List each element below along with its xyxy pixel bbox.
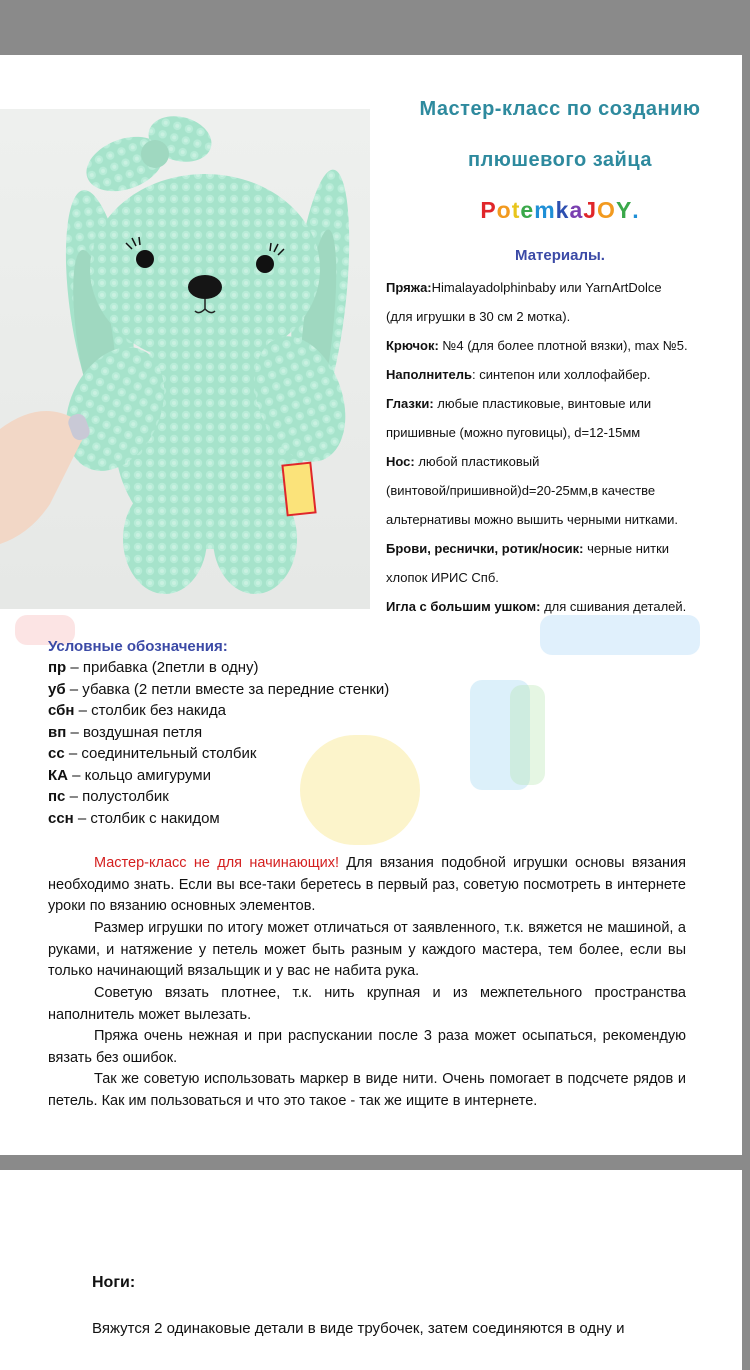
paragraph-density: Советую вязать плотнее, т.к. нить крупная и из межпетельного пространства наполнитель может вылезать. — [48, 985, 686, 1023]
legend-text: – соединительный столбик — [64, 745, 257, 762]
brand-letter: J — [583, 197, 598, 223]
materials-text: любые пластиковые, винтовые или — [433, 396, 652, 411]
materials-text: черные нитки — [583, 541, 670, 556]
brand-letter: P — [480, 197, 497, 223]
legend-abbr: пр — [48, 659, 67, 676]
legend-abbr: уб — [48, 680, 66, 698]
materials-label: Глазки: — [386, 396, 434, 411]
materials-heading: Материалы. — [515, 247, 605, 264]
paragraph-size: Размер игрушки по итогу может отличаться от заявленного, т.к. вяжется не машиной, а руками, и натяжение у петель может быть разным у каждого мастера, тем более, если вы только начинающий вязальщик и у вас не набита рука. — [48, 920, 686, 979]
materials-line — [386, 280, 736, 295]
paragraph-marker: Так же советую использовать маркер в виде нити. Очень помогает в подсчете рядов и петель. Как им пользоваться и что это такое - так же ищите в интернете. — [48, 1071, 686, 1109]
watermark-block — [540, 615, 700, 655]
materials-text: Himalayadolphinbaby или YarnArtDolce — [431, 280, 662, 295]
legend-item — [48, 788, 169, 805]
legend-abbr: сбн — [48, 702, 75, 719]
paragraph-warning — [48, 853, 686, 918]
warning-text: Мастер-класс не для начинающих! — [94, 855, 340, 871]
materials-line — [386, 570, 736, 585]
brand-letter: Y — [615, 197, 633, 223]
materials-label: Брови, реснички, ротик/носик: — [386, 541, 584, 556]
bunny-photo — [0, 109, 370, 609]
materials-line — [386, 338, 736, 353]
brand-letter: m — [534, 197, 556, 223]
brand-letter: a — [569, 197, 584, 223]
materials-text: хлопок ИРИС Спб. — [386, 570, 499, 585]
legend-heading: Условные обозначения: — [48, 638, 228, 655]
legend-text: – кольцо амигуруми — [68, 766, 211, 784]
document-page-1 — [0, 55, 742, 1155]
materials-line — [386, 454, 736, 469]
materials-text: пришивные (можно пуговицы), d=12-15мм — [386, 425, 641, 440]
materials-text: (винтовой/пришивной)d=20-25мм,в качестве — [386, 483, 656, 498]
materials-line — [386, 483, 736, 498]
materials-label: Нос: — [386, 454, 415, 469]
brand-letter: o — [496, 197, 512, 223]
section-heading-legs: Ноги: — [92, 1274, 136, 1291]
materials-label: Наполнитель — [386, 367, 473, 382]
legend-abbr: вп — [48, 723, 67, 741]
materials-text: (для игрушки в 30 см 2 мотка). — [386, 309, 571, 324]
legend-item — [48, 702, 226, 719]
brand-logo — [380, 197, 740, 224]
materials-text: альтернативы можно вышить черными нитками. — [386, 512, 679, 527]
legend-abbr: ссн — [48, 809, 74, 827]
legend-item — [48, 724, 202, 741]
legend-item — [48, 659, 259, 676]
materials-text: №4 (для более плотной вязки), max №5. — [438, 338, 688, 353]
materials-label: Пряжа: — [386, 280, 432, 295]
legend-item — [48, 745, 256, 762]
document-page-2 — [0, 1170, 742, 1370]
legend-text: – воздушная петля — [66, 723, 203, 741]
warning-rest: Для вязания подобной игрушки основы вязания необходимо знать. Если вы все-таки беретесь в первый раз, советую посмотреть в интернете уроки по вязанию основных элементов. — [48, 855, 686, 914]
bunny-illustration — [0, 109, 370, 609]
materials-line — [386, 367, 736, 382]
legend-text: – убавка (2 петли вместе за передние стенки) — [65, 680, 390, 698]
materials-line — [386, 541, 736, 556]
legend-abbr: пс — [48, 788, 66, 805]
brand-letter: e — [520, 197, 535, 223]
legend-item — [48, 767, 211, 784]
materials-line — [386, 425, 736, 440]
watermark-block — [300, 735, 420, 845]
paragraph-yarn: Пряжа очень нежная и при распускании после 3 раза может осыпаться, рекомендую вязать без ошибок. — [48, 1028, 686, 1066]
materials-text: : синтепон или холлофайбер. — [472, 367, 651, 382]
materials-line — [386, 512, 736, 527]
brand-letter: O — [597, 197, 616, 223]
materials-text: для сшивания деталей. — [540, 599, 687, 614]
document-title-line2: плюшевого зайца — [467, 149, 652, 171]
legend-abbr: КА — [48, 766, 68, 784]
section-text-legs: Вяжутся 2 одинаковые детали в виде трубочек, затем соединяются в одну и — [92, 1320, 625, 1337]
materials-label: Крючок: — [386, 338, 439, 353]
legend-text: – столбик без накида — [74, 702, 226, 719]
legend-item — [48, 810, 220, 827]
brand-letter: t — [511, 197, 521, 223]
materials-line — [386, 309, 736, 324]
watermark-block — [510, 685, 545, 785]
legend-text: – столбик с накидом — [73, 809, 220, 827]
legend-text: – полустолбик — [65, 788, 169, 805]
brand-letter: . — [632, 197, 640, 223]
document-title-line1: Мастер-класс по созданию — [419, 98, 701, 120]
materials-label: Игла с большим ушком: — [386, 599, 541, 614]
materials-text: любой пластиковый — [414, 454, 540, 469]
materials-line — [386, 599, 736, 614]
legend-abbr: сс — [48, 745, 65, 762]
legend-item — [48, 681, 389, 698]
legend-text: – прибавка (2петли в одну) — [66, 659, 259, 676]
materials-line — [386, 396, 736, 411]
brand-letter: k — [555, 197, 570, 223]
